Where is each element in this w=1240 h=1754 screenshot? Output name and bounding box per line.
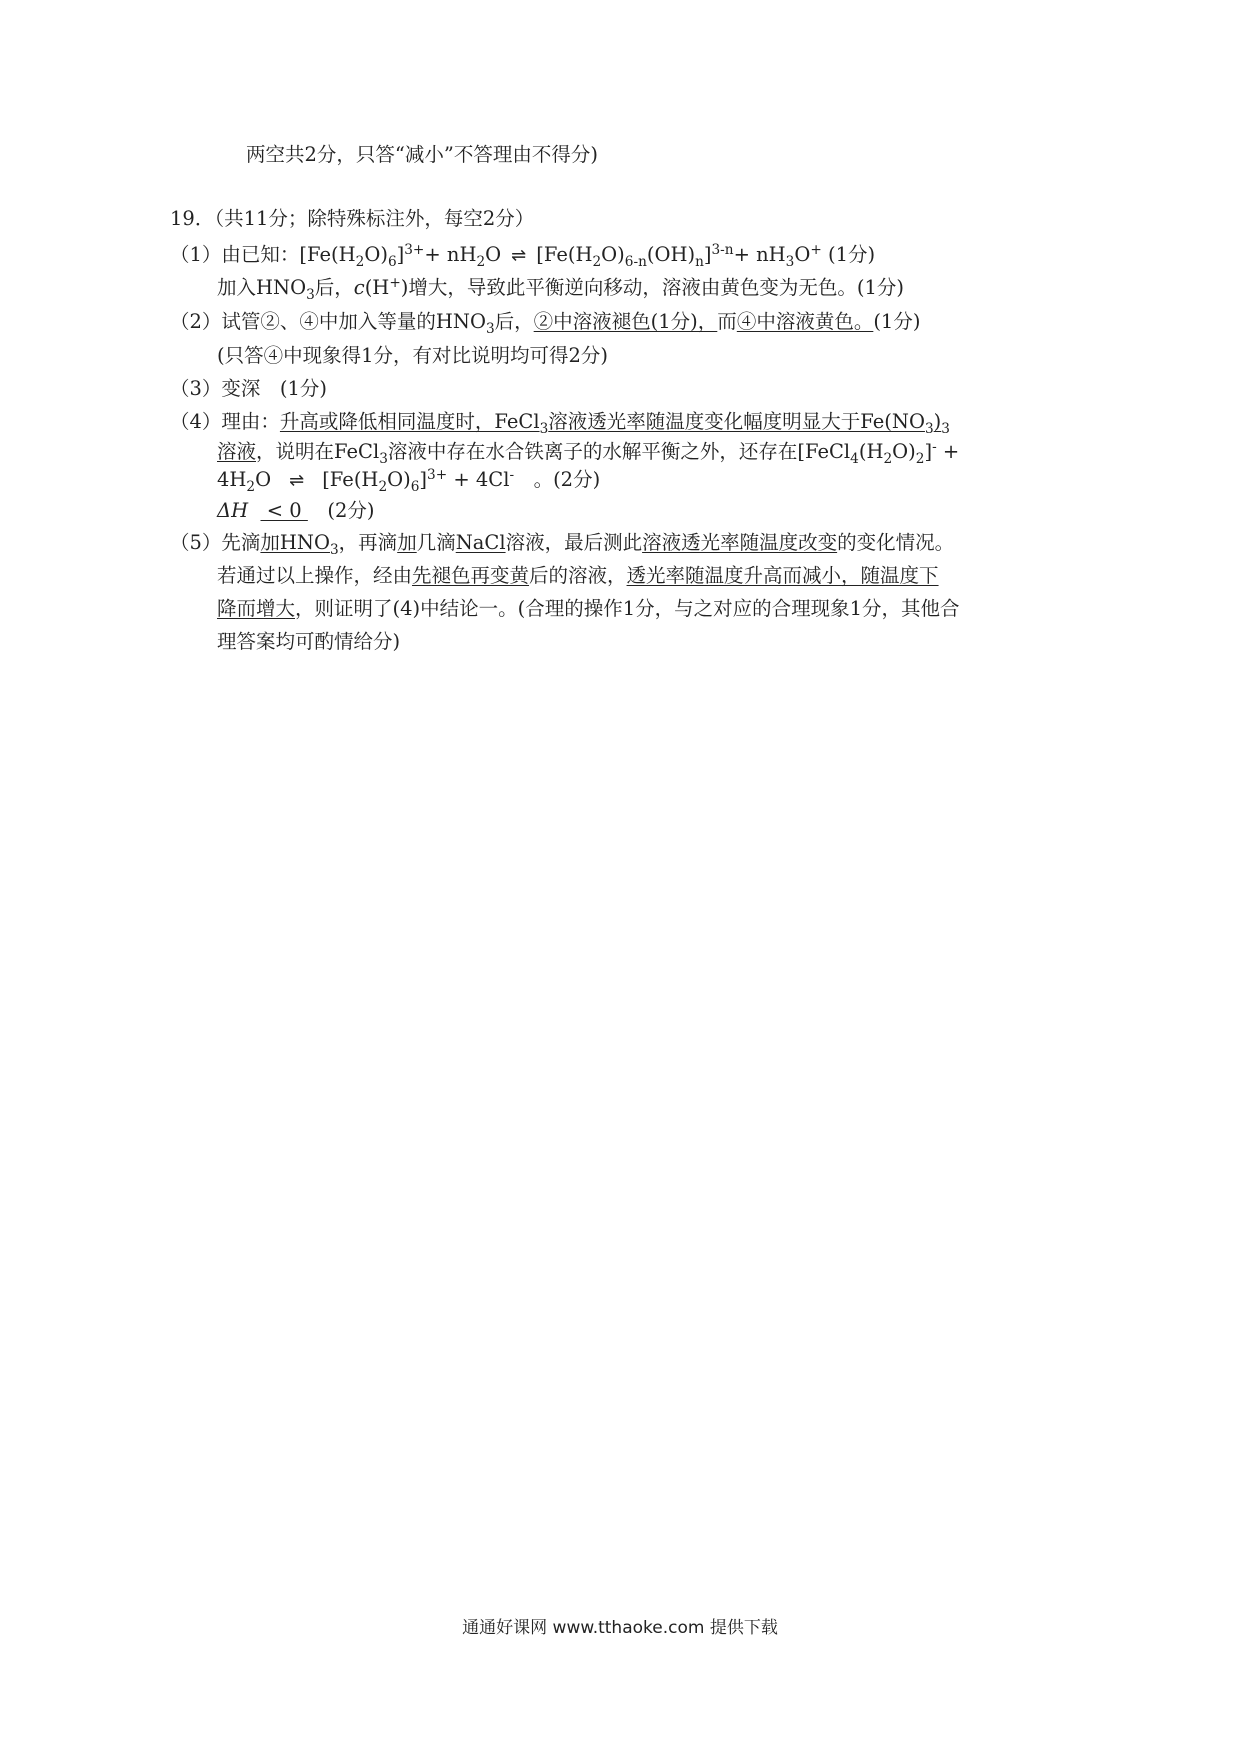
equilibrium-arrow-icon: ⇌ xyxy=(289,470,305,491)
text-line: 两空共2分，只答“减小”不答理由不得分) xyxy=(246,143,598,166)
answer-line: （3）变深 (1分) xyxy=(170,377,328,400)
answer-line: 理答案均可酌情给分) xyxy=(217,630,401,653)
answer-line: （4）理由：升高或降低相同温度时，FeCl$_3$溶液透光率随温度变化幅度明显大于$Fe(NO_3)_3$ xyxy=(170,410,950,437)
answer-line: 加入$HNO_3$后，c(H+)增大，导致此平衡逆向移动，溶液由黄色变为无色。(1分) xyxy=(217,275,904,303)
answer-line: $4H_2O$ ⇌ $[Fe(H_2O)_6]^{3+} + 4Cl^-$ 。(2分) xyxy=(217,467,601,495)
answer-line: 降而增大，则证明了(4)中结论一。(合理的操作1分，与之对应的合理现象1分，其他合 xyxy=(217,597,960,620)
answer-line: （1）由已知：$[Fe(H_2O)_6]^{3+}+ nH_2O$ ⇌ $[Fe(H_2O)_{6-n}(OH)_n]^{3-n}+ nH_3O^+$ (1分) xyxy=(170,242,876,270)
answer-line: （2）试管②、④中加入等量的$HNO_3$后，②中溶液褪色(1分)，而④中溶液黄色。(1分) xyxy=(170,310,921,337)
question-heading: 19．（共11分；除特殊标注外，每空2分） xyxy=(170,207,535,230)
answer-line: (只答④中现象得1分，有对比说明均可得2分) xyxy=(217,344,609,367)
answer-line: 若通过以上操作，经由先褪色再变黄后的溶液，透光率随温度升高而减小，随温度下 xyxy=(217,564,939,587)
answer-line: 溶液，说明在FeCl$_3$溶液中存在水合铁离子的水解平衡之外，还存在$[FeCl_4(H_2O)_2]^-$ + xyxy=(217,439,960,467)
answer-line: ΔH < 0 (2分) xyxy=(217,499,375,522)
page-footer: 通通好课网 www.tthaoke.com 提供下载 xyxy=(462,1618,778,1638)
equilibrium-arrow-icon: ⇌ xyxy=(511,245,527,266)
answer-line: （5）先滴加$HNO_3$，再滴加几滴NaCl溶液，最后测此溶液透光率随温度改变的变化情况。 xyxy=(170,531,955,558)
